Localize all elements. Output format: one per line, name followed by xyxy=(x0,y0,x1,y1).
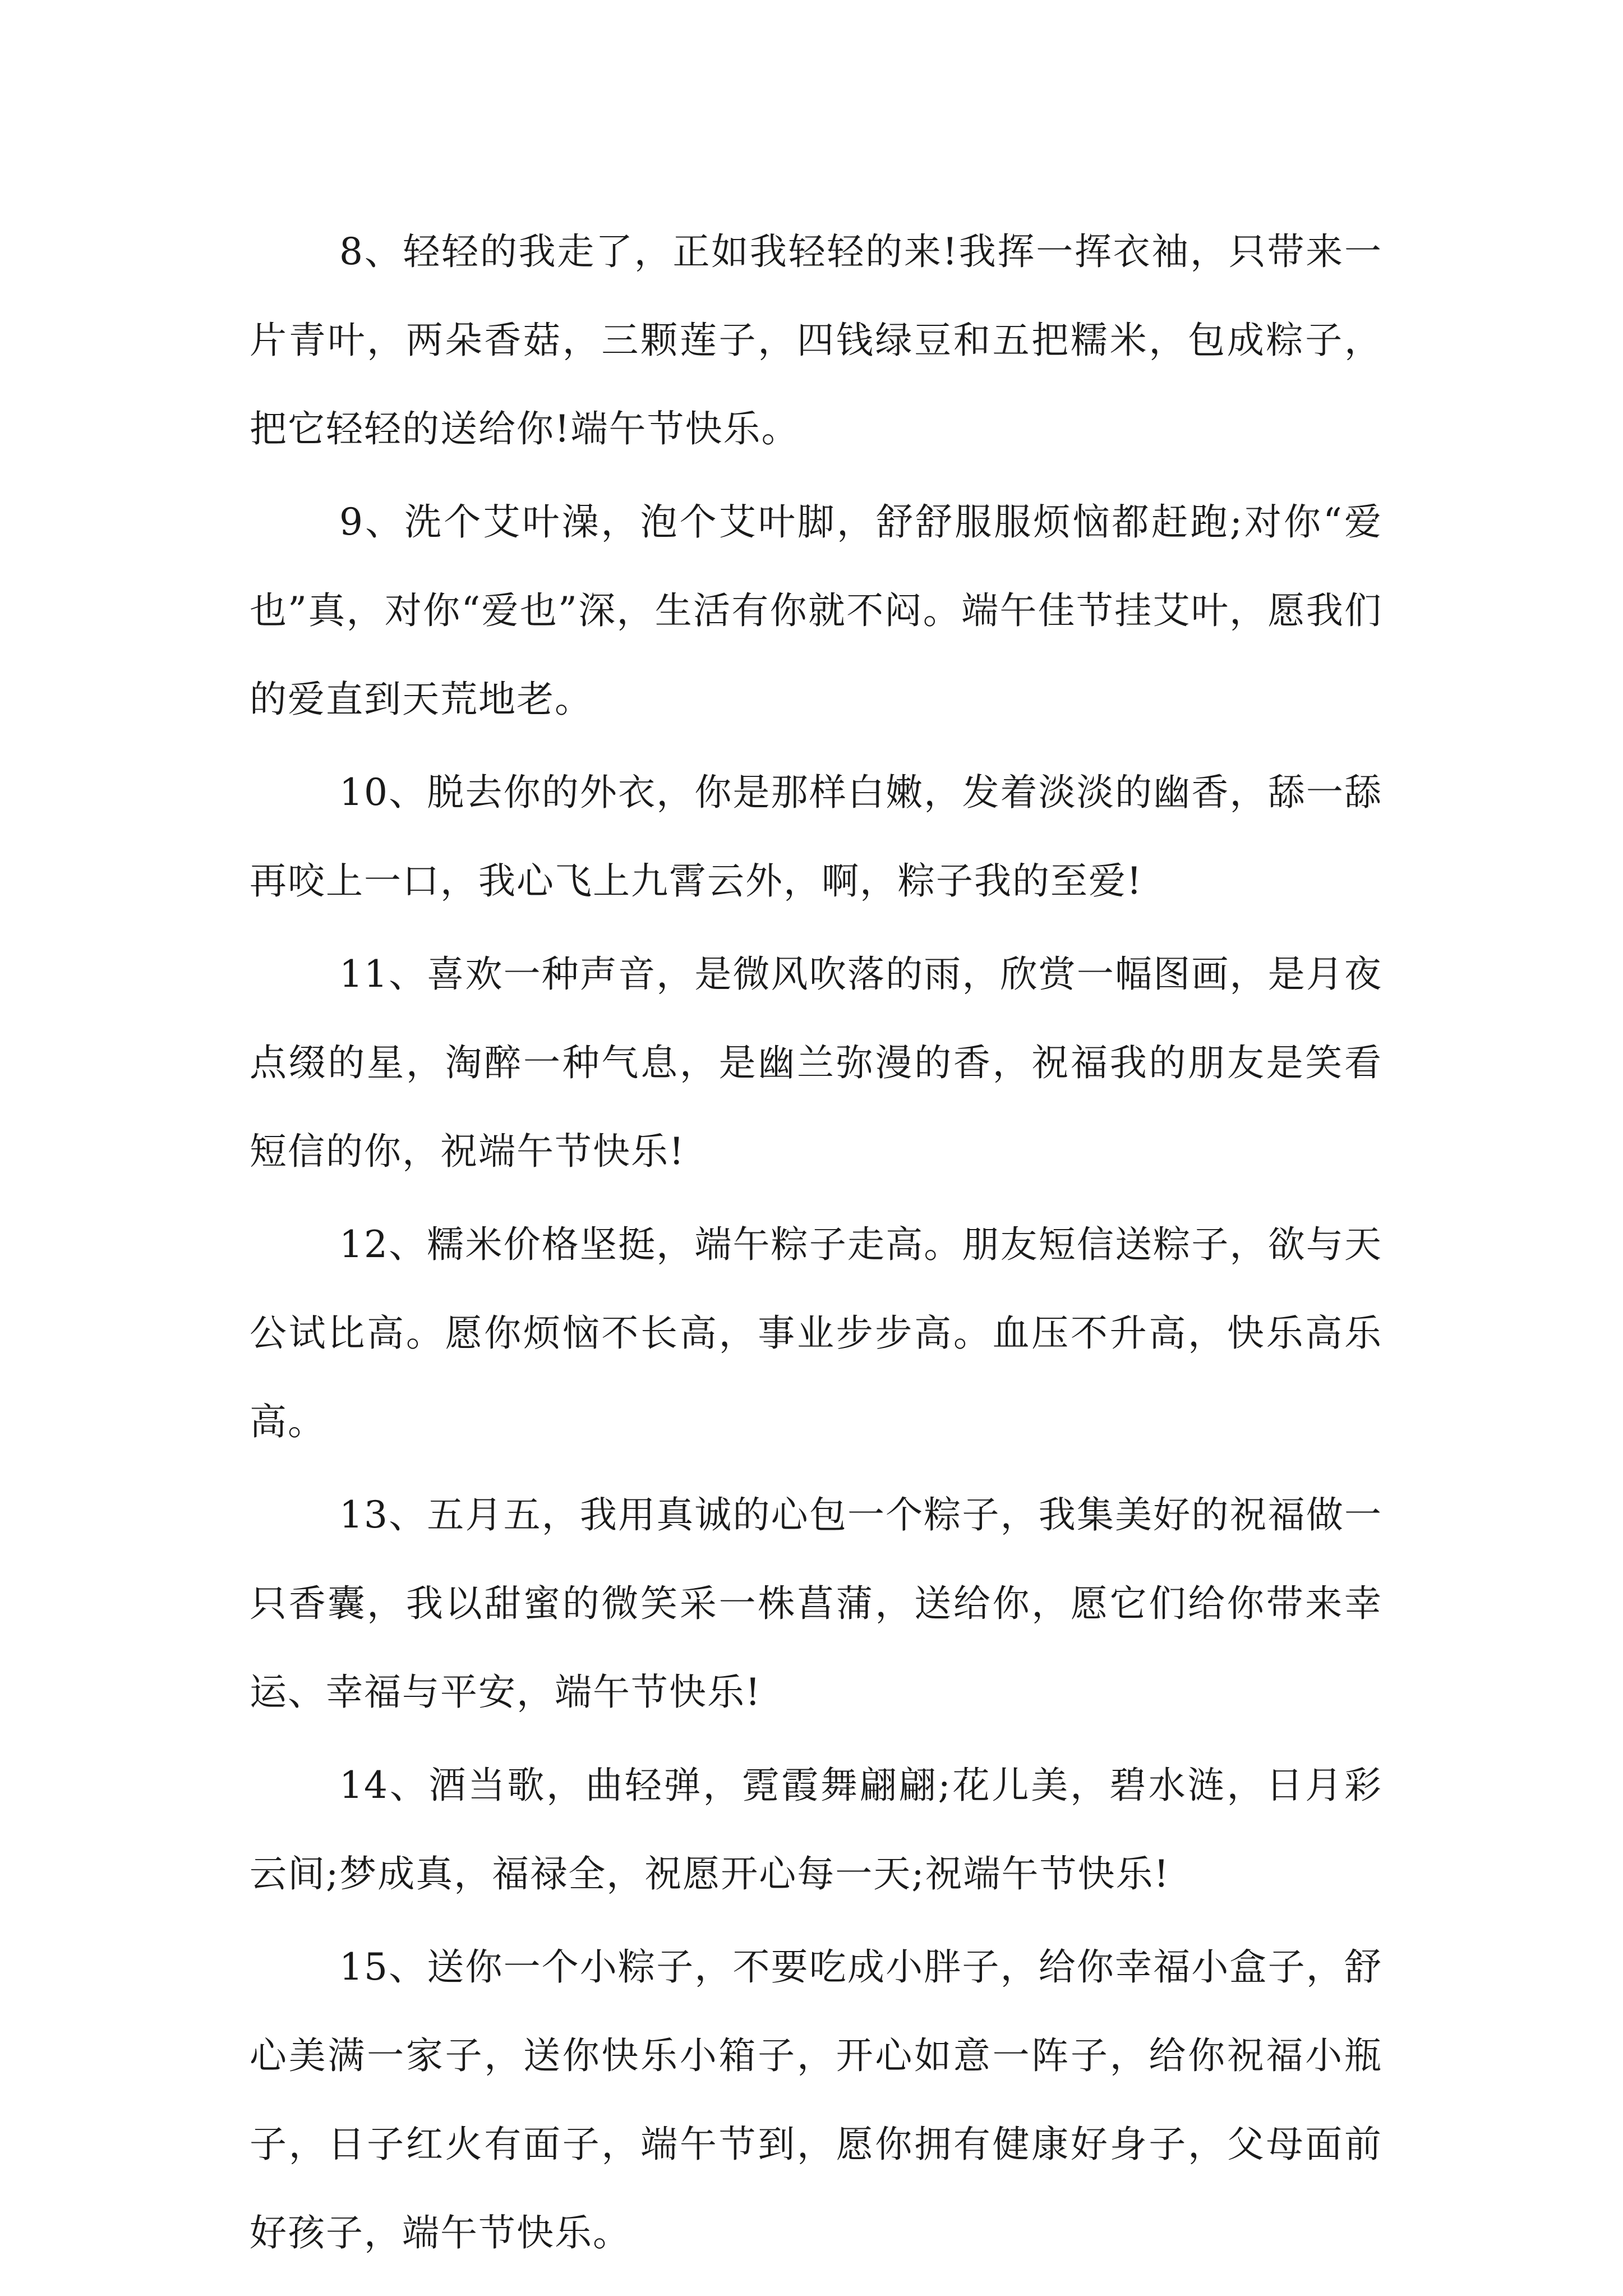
paragraph-12: 12、糯米价格坚挺，端午粽子走高。朋友短信送粽子，欲与天公试比高。愿你烦恼不长高，事业步步高。血压不升高，快乐高乐高。 xyxy=(250,1223,1382,1443)
paragraph-13: 13、五月五，我用真诚的心包一个粽子，我集美好的祝福做一只香囊，我以甜蜜的微笑采一株菖蒲，送给你，愿它们给你带来幸运、幸福与平安，端午节快乐! xyxy=(250,1493,1382,1714)
paragraph-8: 8、轻轻的我走了，正如我轻轻的来!我挥一挥衣袖，只带来一片青叶，两朵香菇，三颗莲子，四钱绿豆和五把糯米，包成粽子，把它轻轻的送给你!端午节快乐。 xyxy=(250,230,1382,450)
paragraph-14: 14、酒当歌，曲轻弹，霓霞舞翩翩;花儿美，碧水涟，日月彩云间;梦成真，福禄全，祝愿开心每一天;祝端午节快乐! xyxy=(250,1764,1382,1895)
paragraph-9: 9、洗个艾叶澡，泡个艾叶脚，舒舒服服烦恼都赶跑;对你“爱也”真，对你“爱也”深，生活有你就不闷。端午佳节挂艾叶，愿我们的爱直到天荒地老。 xyxy=(250,500,1382,721)
document-body xyxy=(250,208,1382,2282)
paragraph-15: 15、送你一个小粽子，不要吃成小胖子，给你幸福小盒子，舒心美满一家子，送你快乐小箱子，开心如意一阵子，给你祝福小瓶子，日子红火有面子，端午节到，愿你拥有健康好身子，父母面前好孩子，端午节快乐。 xyxy=(250,1945,1382,2254)
paragraph-10: 10、脱去你的外衣，你是那样白嫩，发着淡淡的幽香，舔一舔再咬上一口，我心飞上九霄云外，啊，粽子我的至爱! xyxy=(250,771,1382,903)
paragraph-11: 11、喜欢一种声音，是微风吹落的雨，欣赏一幅图画，是月夜点缀的星，淘醉一种气息，是幽兰弥漫的香，祝福我的朋友是笑看短信的你，祝端午节快乐! xyxy=(250,953,1382,1173)
